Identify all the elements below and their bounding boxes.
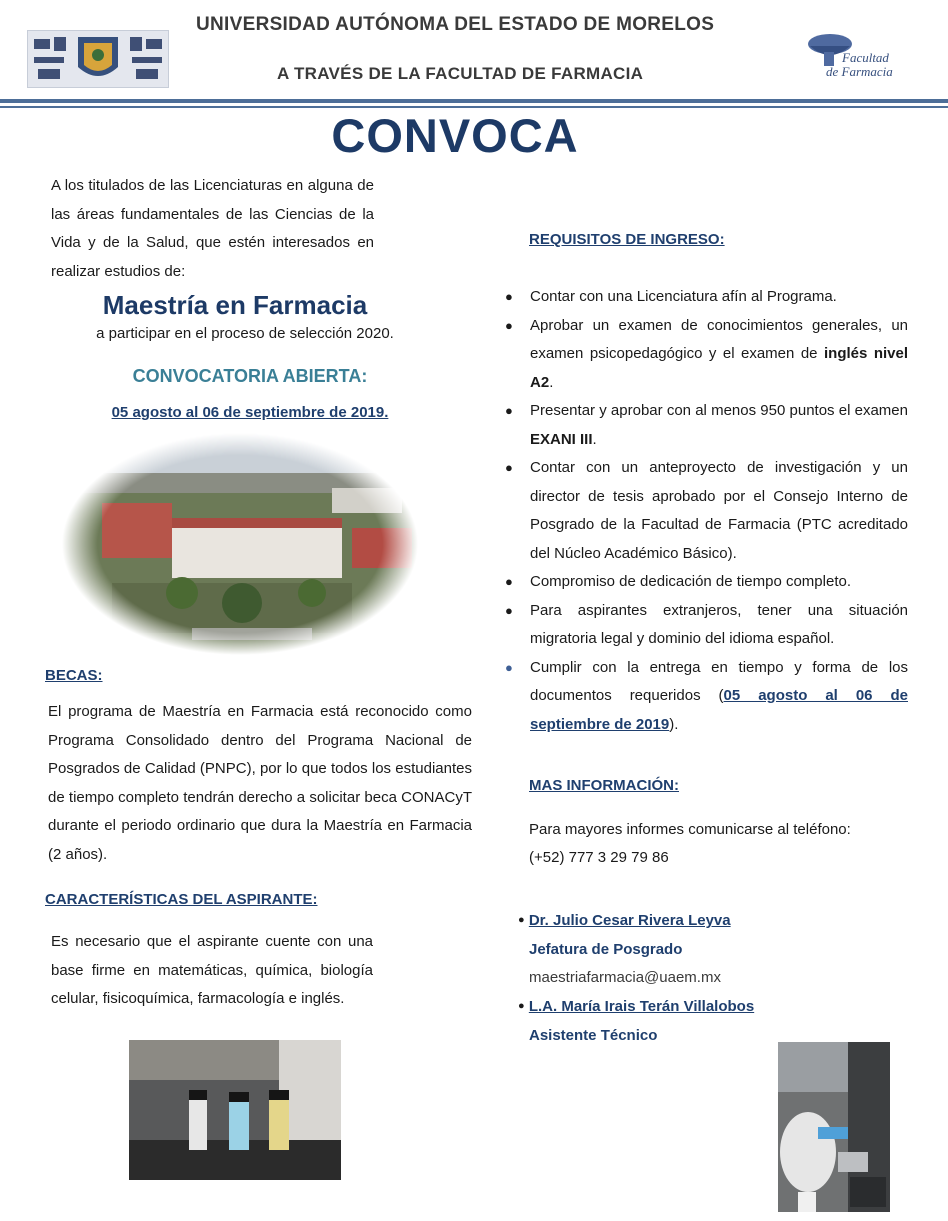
bullet-icon: ●: [505, 460, 513, 475]
requisitos-heading: REQUISITOS DE INGRESO:: [529, 231, 725, 248]
program-subtitle: a participar en el proceso de selección 2020.: [96, 325, 394, 342]
list-item: ● Cumplir con la entrega en tiempo y forma de los documentos requeridos (05 agosto al 06 de septiembre de 2019).: [530, 654, 908, 740]
contact-1: [518, 906, 731, 993]
lab-researcher-photo: [778, 1042, 890, 1212]
contact-role: Asistente Técnico: [529, 1026, 658, 1044]
bullet-icon: ●: [505, 289, 513, 304]
bullet-icon: ●: [505, 659, 513, 675]
bullet-icon: ●: [518, 1000, 525, 1012]
campus-photo: [62, 433, 418, 655]
faculty-logo-line2: de Farmacia: [826, 64, 893, 79]
list-item: ● Presentar y aprobar con al menos 950 puntos el examen EXANI III.: [530, 397, 908, 454]
bullet-icon: ●: [518, 914, 525, 926]
page-title: CONVOCA: [331, 109, 579, 162]
university-name: UNIVERSIDAD AUTÓNOMA DEL ESTADO DE MORELOS: [196, 14, 715, 35]
list-item: ● Compromiso de dedicación de tiempo completo.: [530, 568, 908, 597]
bullet-icon: ●: [505, 602, 513, 618]
caracteristicas-heading: CARACTERÍSTICAS DEL ASPIRANTE:: [45, 891, 318, 908]
bullet-icon: ●: [505, 317, 513, 333]
intro-text: A los titulados de las Licenciaturas en alguna de las áreas fundamentales de las Ciencias de la Vida y de la Salud, que estén interesados en realizar estudios de:: [51, 177, 374, 280]
open-call: CONVOCATORIA ABIERTA:: [132, 366, 368, 386]
becas-text: El programa de Maestría en Farmacia está reconocido como Programa Consolidado dentro del Programa Nacional de Posgrados de Calidad (PNPC), por lo que todos los estudiantes de tiempo completo tendrán derecho a solicitar beca CONACyT durante el periodo ordinario que dura la Maestría en Farmacia (2 años).: [48, 703, 472, 863]
list-item: ● Contar con una Licenciatura afín al Programa.: [530, 283, 908, 312]
university-logo: [27, 30, 169, 88]
info-heading: MAS INFORMACIÓN:: [529, 777, 679, 794]
header-rule: [0, 99, 948, 103]
list-item: ● Para aspirantes extranjeros, tener una situación migratoria legal y dominio del idioma español.: [530, 597, 908, 654]
requisitos-dates-link[interactable]: 05 agosto al 06 de septiembre de 2019: [530, 687, 908, 733]
contact-name[interactable]: Dr. Julio Cesar Rivera Leyva: [528, 912, 731, 929]
caracteristicas-text: Es necesario que el aspirante cuente con una base firme en matemáticas, química, biología celular, fisicoquímica, farmacología e inglés.: [51, 933, 373, 1007]
requisitos-list: [505, 283, 908, 739]
faculty-line: A TRAVÉS DE LA FACULTAD DE FARMACIA: [277, 64, 644, 83]
contact-email[interactable]: maestriafarmacia@uaem.mx: [529, 969, 721, 986]
contact-role: Jefatura de Posgrado: [529, 940, 683, 958]
program-title: Maestría en Farmacia: [102, 290, 368, 320]
becas-heading: BECAS:: [45, 667, 103, 684]
contact-2: [518, 992, 754, 1050]
list-item: ● Aprobar un examen de conocimientos generales, un examen psicopedagógico y el examen de inglés nivel A2.: [530, 312, 908, 398]
bullet-icon: ●: [505, 403, 513, 418]
contact-name[interactable]: L.A. María Irais Terán Villalobos: [528, 998, 755, 1015]
list-item: ● Contar con un anteproyecto de investigación y un director de tesis aprobado por el Consejo Interno de Posgrado de la Facultad de Farmacia (PTC acreditado del Núcleo Académico Básico).: [530, 454, 908, 568]
info-phone: (+52) 777 3 29 79 86: [529, 849, 669, 866]
call-dates: 05 agosto al 06 de septiembre de 2019.: [111, 404, 389, 421]
lab-vials-photo: [129, 1040, 341, 1180]
bullet-icon: ●: [505, 574, 513, 589]
faculty-logo: [802, 30, 902, 86]
faculty-logo-line1: Facultad: [842, 50, 889, 65]
info-text: Para mayores informes comunicarse al teléfono:: [529, 821, 851, 838]
